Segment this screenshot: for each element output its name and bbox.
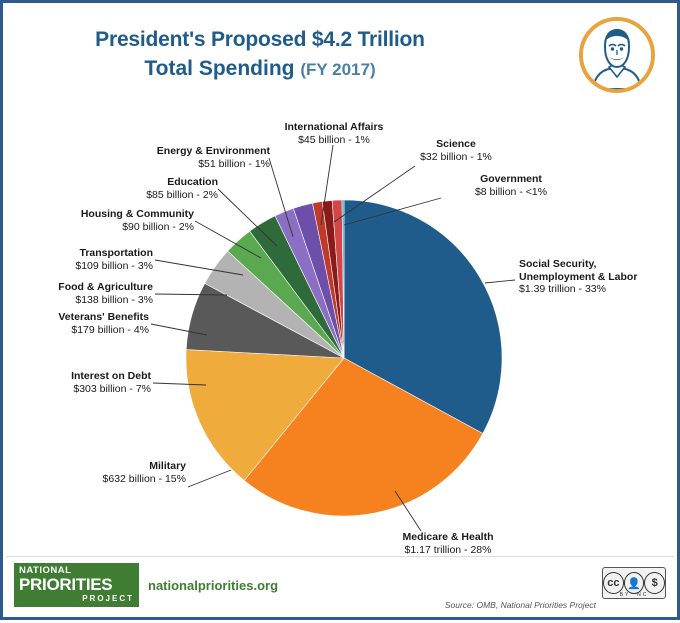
slice-label-veterans-benefits <box>13 311 149 336</box>
slice-label-food-agriculture <box>9 281 153 306</box>
slice-label-value: $109 billion - 3% <box>75 259 153 272</box>
cc-icon: cc <box>603 572 624 594</box>
slice-label-science <box>401 138 511 163</box>
page-title <box>25 27 495 83</box>
slice-label-name: Government <box>480 173 542 185</box>
slice-label-value: $138 billion - 3% <box>75 293 153 306</box>
slice-label-name: International Affairs <box>284 121 384 133</box>
slice-label-social-security <box>519 258 637 296</box>
slice-label-value: $632 billion - 15% <box>102 472 186 485</box>
slice-label-value: $1.39 trillion - 33% <box>519 283 606 295</box>
slice-label-name: Housing & Community <box>80 208 194 220</box>
slice-label-value: $8 billion - <1% <box>474 185 548 198</box>
slice-label-name: Veterans' Benefits <box>58 311 149 323</box>
pie-slices <box>186 200 502 516</box>
slice-label-value: $32 billion - 1% <box>420 150 492 163</box>
slice-label-medicare-health <box>363 531 533 556</box>
slice-label-name: Medicare & Health <box>402 531 494 543</box>
slice-label-value: $85 billion - 2% <box>146 188 218 201</box>
cc-sub-label: BY NC <box>619 592 649 598</box>
title-line-1: President's Proposed $4.2 Trillion <box>95 28 425 51</box>
slice-label-value: $51 billion - 1% <box>198 157 270 170</box>
slice-label-value: $1.17 trillion - 28% <box>404 543 492 556</box>
source-note: Source: OMB, National Priorities Project <box>444 600 596 610</box>
pie-svg <box>186 200 502 516</box>
president-portrait-icon <box>579 17 655 93</box>
logo-line-1: NATIONAL <box>19 565 72 576</box>
footer <box>6 556 674 614</box>
national-priorities-logo <box>14 563 139 607</box>
slice-label-name: Social Security, <box>519 258 597 270</box>
slice-label-name: Military <box>149 460 186 472</box>
slice-label-name: Food & Agriculture <box>58 281 153 293</box>
slice-label-value: $179 billion - 4% <box>71 323 149 336</box>
pie-chart <box>186 200 502 516</box>
slice-label-name: Interest on Debt <box>71 370 151 382</box>
creative-commons-badge <box>602 567 666 599</box>
slice-label-name-2: Unemployment & Labor <box>519 270 638 283</box>
slice-label-name: Transportation <box>79 247 153 259</box>
slice-label-value: $303 billion - 7% <box>73 382 151 395</box>
slice-label-name: Science <box>436 138 476 150</box>
slice-label-transportation <box>13 247 153 272</box>
slice-label-name: Education <box>167 176 218 188</box>
slice-label-energy-environment <box>108 145 270 170</box>
slice-label-value: $90 billion - 2% <box>122 220 194 233</box>
portrait-drawing <box>583 21 651 89</box>
slice-label-value: $45 billion - 1% <box>298 133 370 146</box>
slice-label-international-affairs <box>261 121 407 146</box>
title-fiscal-year: (FY 2017) <box>300 60 376 79</box>
logo-line-2: PRIORITIES <box>19 575 113 594</box>
slice-label-name: Energy & Environment <box>156 145 270 157</box>
cc-by-icon: 👤 <box>624 572 645 594</box>
slice-label-government <box>441 173 581 198</box>
slice-label-military <box>38 460 186 485</box>
title-line-2 <box>25 56 495 83</box>
slice-label-interest-on-debt <box>13 370 151 395</box>
slice-label-housing-community <box>39 208 194 233</box>
site-url-link[interactable]: nationalpriorities.org <box>148 578 279 593</box>
title-line-2-text: Total Spending <box>144 57 295 80</box>
logo-line-3: PROJECT <box>82 594 134 603</box>
cc-nc-icon: $ <box>644 572 665 594</box>
slice-label-education <box>73 176 218 201</box>
